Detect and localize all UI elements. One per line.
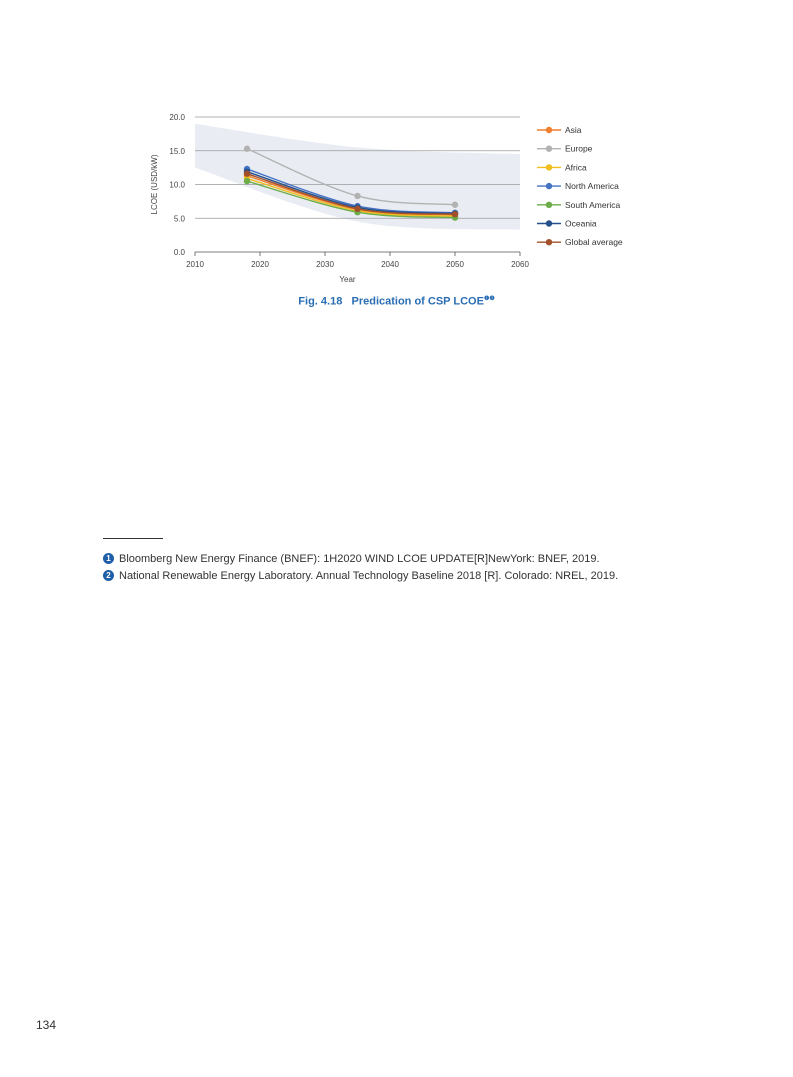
legend-swatch-marker xyxy=(546,220,552,226)
legend-swatch-marker xyxy=(546,239,552,245)
legend-swatch-marker xyxy=(546,127,552,133)
figure-refs: ❶❷ xyxy=(483,296,495,302)
data-point xyxy=(354,193,360,199)
legend-swatch-marker xyxy=(546,183,552,189)
footnote-divider xyxy=(103,538,163,539)
footnote-text-1: Bloomberg New Energy Finance (BNEF): 1H2020 WIND LCOE UPDATE[R]NewYork: BNEF, 2019. xyxy=(119,552,600,565)
footnote-marker-2: 2 xyxy=(103,570,114,581)
data-point xyxy=(452,202,458,208)
legend-label: North America xyxy=(565,181,619,192)
x-axis-title: Year xyxy=(339,275,356,284)
legend-label: Europe xyxy=(565,143,593,154)
footnote-2 xyxy=(103,567,618,584)
legend-item xyxy=(537,125,582,135)
legend-label: Asia xyxy=(565,125,582,135)
legend-item xyxy=(537,162,587,172)
legend-item xyxy=(537,219,597,229)
data-point xyxy=(244,146,250,152)
legend-label: Africa xyxy=(565,162,587,173)
y-tick-label: 15.0 xyxy=(169,146,185,156)
y-axis-title: LCOE (USD/kW) xyxy=(150,154,159,215)
legend-item xyxy=(537,237,623,247)
data-point xyxy=(244,171,250,177)
legend-swatch-marker xyxy=(546,202,552,208)
footnotes xyxy=(103,550,618,584)
legend-swatch-marker xyxy=(546,146,552,152)
legend-item xyxy=(537,200,621,210)
y-tick-label: 5.0 xyxy=(173,214,185,224)
legend-swatch-marker xyxy=(546,164,552,170)
data-point xyxy=(244,178,250,184)
y-tick-label: 10.0 xyxy=(169,180,185,190)
x-tick-label: 2010 xyxy=(186,260,204,269)
data-point xyxy=(354,206,360,212)
legend-label: Global average xyxy=(565,237,623,248)
x-tick-label: 2020 xyxy=(251,260,269,269)
page-number: 134 xyxy=(36,1018,57,1032)
legend-label: South America xyxy=(565,199,621,210)
x-tick-label: 2040 xyxy=(381,260,399,269)
legend-item xyxy=(537,144,593,154)
figure-title: Predication of CSP LCOE xyxy=(351,295,484,308)
y-tick-label: 20.0 xyxy=(169,113,185,122)
x-tick-label: 2050 xyxy=(446,260,464,269)
x-tick-label: 2060 xyxy=(511,260,529,269)
y-tick-label: 0.0 xyxy=(173,248,185,257)
legend-item xyxy=(537,181,619,191)
footnote-1 xyxy=(103,550,618,567)
data-point xyxy=(452,211,458,217)
figure-caption xyxy=(0,295,793,308)
footnote-marker-1: 1 xyxy=(103,553,114,564)
figure-label: Fig. 4.18 xyxy=(298,295,343,308)
lcoe-chart xyxy=(140,105,650,285)
footnote-text-2: National Renewable Energy Laboratory. Annual Technology Baseline 2018 [R]. Colorado: NREL, 2019. xyxy=(119,569,619,582)
x-tick-label: 2030 xyxy=(316,260,334,269)
legend-label: Oceania xyxy=(565,218,597,229)
